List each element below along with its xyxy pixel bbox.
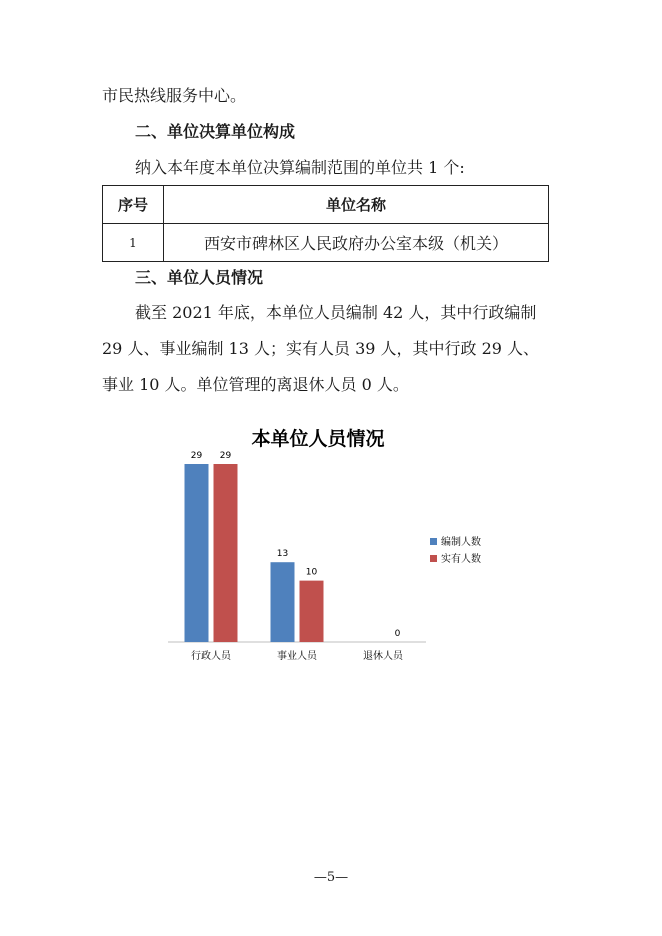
legend-swatch-1 (430, 555, 437, 562)
chart-title: 本单位人员情况 (251, 428, 385, 450)
category-label: 退休人员 (363, 651, 403, 662)
data-label-1-0: 13 (276, 549, 289, 560)
table-header-row (103, 186, 549, 224)
section3-line-3: 事业 10 人。单位管理的离退休人员 0 人。 (102, 375, 409, 394)
unit-table (102, 185, 549, 262)
table-row (103, 224, 549, 262)
data-label-2-1: 0 (394, 629, 401, 639)
bar-1-1 (300, 581, 324, 642)
intro-tail-text: 市民热线服务中心。 (102, 86, 247, 105)
section3-line-1: 截至 2021 年底，本单位人员编制 42 人，其中行政编制 (135, 303, 537, 322)
section3-heading: 三、单位人员情况 (135, 268, 264, 287)
legend-label-1: 实有人数 (441, 554, 481, 565)
legend-label-0: 编制人数 (441, 537, 481, 548)
section3-line-2: 29 人、事业编制 13 人；实有人员 39 人，其中行政 29 人、 (102, 339, 540, 358)
section2-heading: 二、单位决算单位构成 (135, 122, 296, 141)
legend-swatch-0 (430, 538, 437, 545)
staff-bar-chart (164, 418, 550, 670)
data-label-0-1: 29 (219, 451, 232, 461)
data-label-0-0: 29 (190, 451, 203, 461)
header-index: 序号 (103, 186, 164, 224)
row-unit-name: 西安市碑林区人民政府办公室本级（机关） (164, 224, 549, 262)
category-label: 事业人员 (277, 651, 317, 662)
row-index: 1 (103, 224, 164, 262)
section2-text: 纳入本年度本单位决算编制范围的单位共 1 个: (135, 158, 465, 177)
data-label-1-1: 10 (305, 567, 318, 578)
category-label: 行政人员 (191, 651, 231, 662)
header-unit-name: 单位名称 (164, 186, 549, 224)
page-number: —5— (313, 870, 349, 885)
bar-0-0 (185, 464, 209, 642)
bar-1-0 (271, 562, 295, 642)
bar-0-1 (214, 464, 238, 642)
